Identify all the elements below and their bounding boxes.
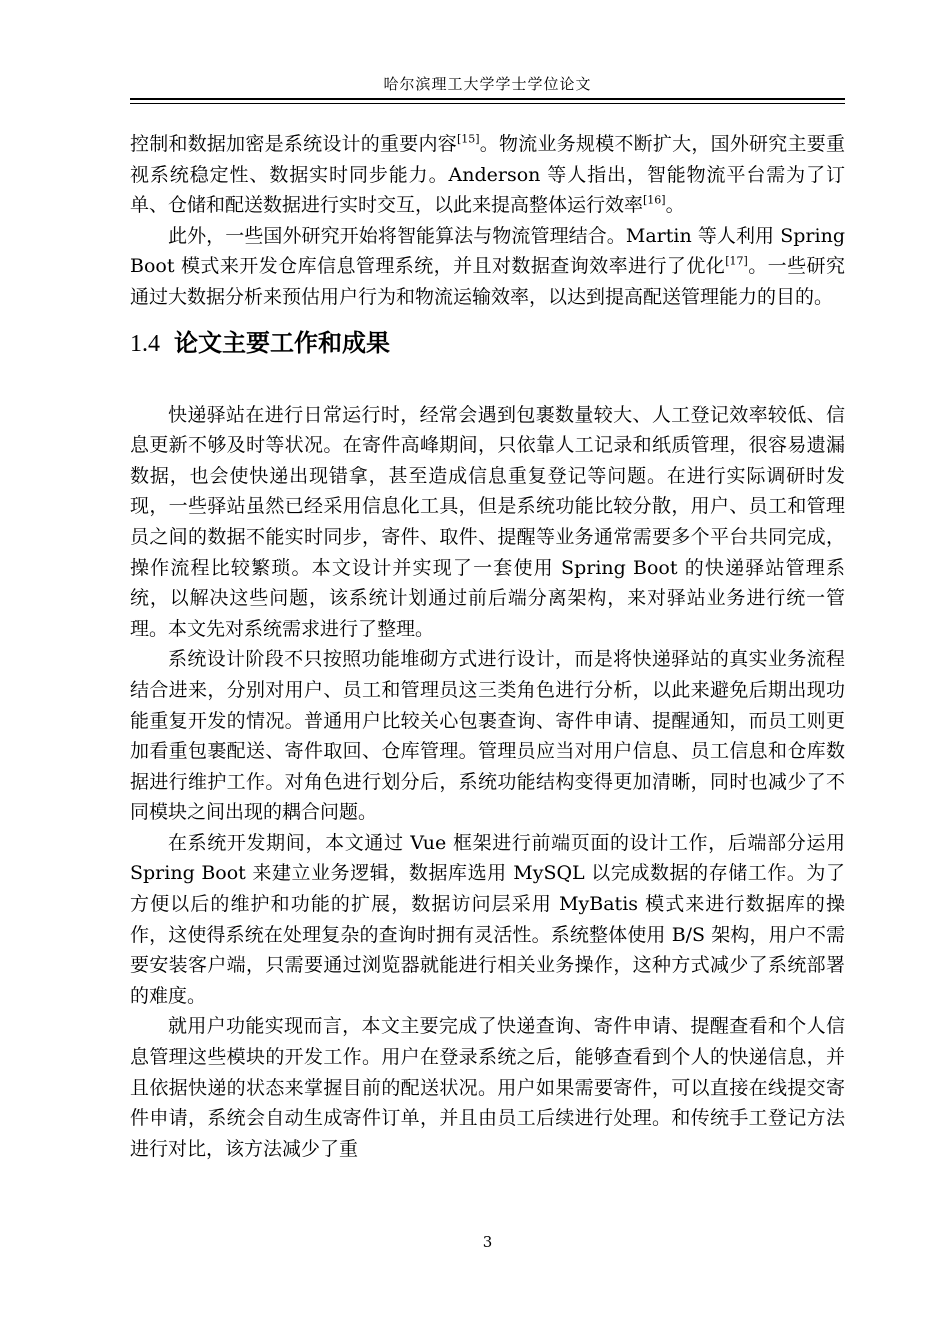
text-run: 此外，一些国外研究开始将智能算法与物流管理结合。Martin 等人利用 Spring Boot 模式来开发仓库信息管理系统，并且对数据查询效率进行了优化 [130, 224, 845, 278]
text-run: 。物流业务规模不断扩大，国外研究主要重视系统稳定性、数据实时同步能力。Anderson 等人指出，智能物流平台需为了订单、仓储和配送数据进行实时交互，以此来提高整体运行效率 [130, 133, 845, 217]
body-text [130, 129, 845, 1164]
page-number: 3 [482, 1233, 493, 1251]
section-heading [130, 326, 845, 361]
citation: [17] [725, 255, 748, 269]
text-run: 。一些研究通过大数据分析来预估用户行为和物流运输效率，以达到提高配送管理能力的目的。 [130, 255, 845, 308]
section-title: 论文主要工作和成果 [174, 328, 390, 357]
paragraph: 在系统开发期间，本文通过 Vue 框架进行前端页面的设计工作，后端部分运用 Spring Boot 来建立业务逻辑，数据库选用 MySQL 以完成数据的存储工作。为了方便以后的维护和功能的扩展，数据访问层采用 MyBatis 模式来进行数据库的操作，这使得系统在处理复杂的查询时拥有灵活性。系统整体使用 B/S 架构，用户不需要安装客户端，只需要通过浏览器就能进行相关业务操作，这种方式减少了系统部署的难度。 [130, 831, 845, 1007]
citation: [16] [643, 193, 666, 207]
citation: [15] [456, 132, 480, 146]
running-header: 哈尔滨理工大学学士学位论文 [383, 75, 592, 93]
text-run: 控制和数据加密是系统设计的重要内容 [130, 133, 457, 155]
paragraph: 快递驿站在进行日常运行时，经常会遇到包裹数量较大、人工登记效率较低、信息更新不够及时等状况。在寄件高峰期间，只依靠人工记录和纸质管理，很容易遗漏数据，也会使快递出现错拿，甚至造成信息重复登记等问题。在进行实际调研时发现，一些驿站虽然已经采用信息化工具，但是系统功能比较分散，用户、员工和管理员之间的数据不能实时同步，寄件、取件、提醒等业务通常需要多个平台共同完成，操作流程比较繁琐。本文设计并实现了一套使用 Spring Boot 的快递驿站管理系统，以解决这些问题，该系统计划通过前后端分离架构，来对驿站业务进行统一管理。本文先对系统需求进行了整理。 [130, 403, 845, 640]
section-number: 1.4 [130, 330, 160, 357]
header-rule [130, 98, 845, 104]
paragraph: 就用户功能实现而言，本文主要完成了快递查询、寄件申请、提醒查看和个人信息管理这些模块的开发工作。用户在登录系统之后，能够查看到个人的快递信息，并且依据快递的状态来掌握目前的配送状况。用户如果需要寄件，可以直接在线提交寄件申请，系统会自动生成寄件订单，并且由员工后续进行处理。和传统手工登记方法进行对比，该方法减少了重 [130, 1015, 845, 1160]
paragraph [130, 221, 845, 313]
text-run: 。 [665, 194, 685, 217]
paragraph: 系统设计阶段不只按照功能堆砌方式进行设计，而是将快递驿站的真实业务流程结合进来，分别对用户、员工和管理员这三类角色进行分析，以此来避免后期出现功能重复开发的情况。普通用户比较关心包裹查询、寄件申请、提醒通知，而员工则更加看重包裹配送、寄件取回、仓库管理。管理员应当对用户信息、员工信息和仓库数据进行维护工作。对角色进行划分后，系统功能结构变得更加清晰，同时也减少了不同模块之间出现的耦合问题。 [130, 648, 845, 824]
paragraph-continued [130, 129, 845, 221]
